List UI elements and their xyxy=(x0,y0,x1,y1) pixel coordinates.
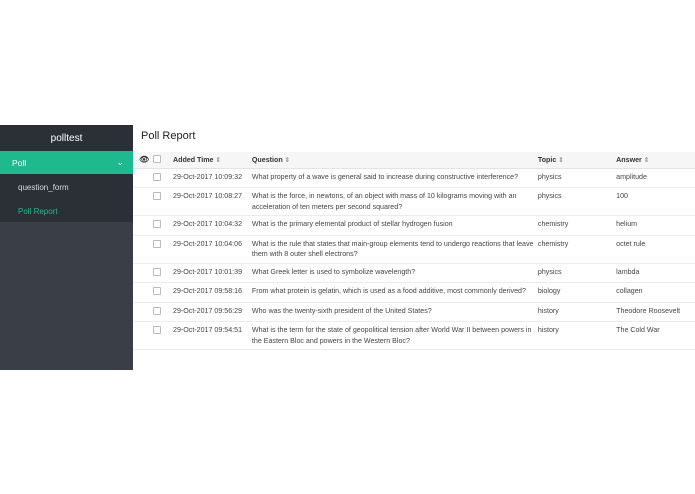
cell-topic: history xyxy=(536,302,614,322)
row-checkbox[interactable] xyxy=(153,173,161,181)
sidebar-group-label: Poll xyxy=(12,157,27,168)
sort-icon[interactable]: ⇕ xyxy=(215,156,221,164)
cell-question: What is the force, in newtons, of an object with mass of 10 kilograms moving with an acceleration of ten meters per second squared? xyxy=(250,188,536,216)
cell-added-time: 29-Oct-2017 09:58:16 xyxy=(171,283,250,303)
cell-answer: 100 xyxy=(614,188,695,216)
column-header-added-time[interactable] xyxy=(171,152,250,168)
cell-answer: collagen xyxy=(614,283,695,303)
cell-added-time: 29-Oct-2017 09:54:51 xyxy=(171,322,250,350)
table-row[interactable] xyxy=(133,302,695,322)
cell-topic: history xyxy=(536,322,614,350)
table-row[interactable] xyxy=(133,188,695,216)
sort-icon[interactable]: ⇕ xyxy=(558,156,564,164)
cell-answer: Theodore Roosevelt xyxy=(614,302,695,322)
row-checkbox[interactable] xyxy=(153,240,161,248)
cell-topic: chemistry xyxy=(536,235,614,263)
cell-answer: amplitude xyxy=(614,168,695,188)
poll-report-table xyxy=(133,152,695,350)
cell-added-time: 29-Oct-2017 10:08:27 xyxy=(171,188,250,216)
column-header-label: Added Time xyxy=(173,155,214,164)
page-title: Poll Report xyxy=(141,130,196,142)
cell-answer: octet rule xyxy=(614,235,695,263)
cell-answer: helium xyxy=(614,216,695,236)
row-checkbox[interactable] xyxy=(153,192,161,200)
cell-question: Who was the twenty-sixth president of the United States? xyxy=(250,302,536,322)
column-header-answer[interactable] xyxy=(614,152,695,168)
row-checkbox[interactable] xyxy=(153,307,161,315)
cell-added-time: 29-Oct-2017 10:04:32 xyxy=(171,216,250,236)
select-all-checkbox[interactable] xyxy=(153,155,161,163)
column-header-label: Topic xyxy=(537,155,557,164)
cell-added-time: 29-Oct-2017 10:04:06 xyxy=(171,235,250,263)
table-row[interactable] xyxy=(133,168,695,188)
cell-question: What Greek letter is used to symbolize wavelength? xyxy=(250,263,536,283)
select-all-cell xyxy=(151,152,171,168)
chevron-down-icon: ⌄ xyxy=(116,157,124,167)
sort-icon[interactable]: ⇕ xyxy=(284,156,291,164)
row-checkbox[interactable] xyxy=(153,268,161,276)
column-header-topic[interactable] xyxy=(536,152,614,168)
sidebar-item-poll-report[interactable]: Poll Report xyxy=(18,206,58,216)
cell-added-time: 29-Oct-2017 10:09:32 xyxy=(171,168,250,188)
sidebar-submenu xyxy=(0,174,133,222)
cell-topic: physics xyxy=(536,263,614,283)
cell-topic: physics xyxy=(536,168,614,188)
sidebar xyxy=(0,125,133,370)
table-row[interactable] xyxy=(133,235,695,263)
cell-topic: biology xyxy=(536,283,614,303)
table-header-row xyxy=(133,152,695,168)
table-row[interactable] xyxy=(133,216,695,236)
row-checkbox[interactable] xyxy=(153,326,161,334)
cell-answer: The Cold War xyxy=(614,322,695,350)
cell-topic: chemistry xyxy=(536,216,614,236)
cell-question: What property of a wave is general said to increase during constructive interference? xyxy=(250,168,536,188)
table-row[interactable] xyxy=(133,322,695,350)
eye-icon[interactable]: 👁︎ xyxy=(139,155,150,165)
row-checkbox[interactable] xyxy=(153,220,161,228)
cell-added-time: 29-Oct-2017 10:01:39 xyxy=(171,263,250,283)
column-header-label: Answer xyxy=(616,155,642,164)
cell-topic: physics xyxy=(536,188,614,216)
column-visibility[interactable] xyxy=(133,152,151,168)
cell-question: From what protein is gelatin, which is used as a food additive, most commonly derived? xyxy=(250,283,536,303)
sort-icon[interactable]: ⇕ xyxy=(643,156,650,164)
table-row[interactable] xyxy=(133,263,695,283)
sidebar-item-question-form[interactable]: question_form xyxy=(18,182,69,192)
cell-question: What is the term for the state of geopolitical tension after World War II between powers in the Eastern Bloc and powers in the Western Bloc? xyxy=(250,322,536,350)
cell-question: What is the rule that states that main-group elements tend to undergo reactions that leave them with 8 outer shell electrons? xyxy=(250,235,536,263)
cell-added-time: 29-Oct-2017 09:56:29 xyxy=(171,302,250,322)
row-checkbox[interactable] xyxy=(153,287,161,295)
cell-answer: lambda xyxy=(614,263,695,283)
column-header-label: Question xyxy=(251,155,283,164)
cell-question: What is the primary elemental product of stellar hydrogen fusion xyxy=(250,216,536,236)
app-brand: polltest xyxy=(0,125,133,151)
table-row[interactable] xyxy=(133,283,695,303)
sidebar-group-poll[interactable] xyxy=(0,151,133,174)
column-header-question[interactable] xyxy=(250,152,536,168)
